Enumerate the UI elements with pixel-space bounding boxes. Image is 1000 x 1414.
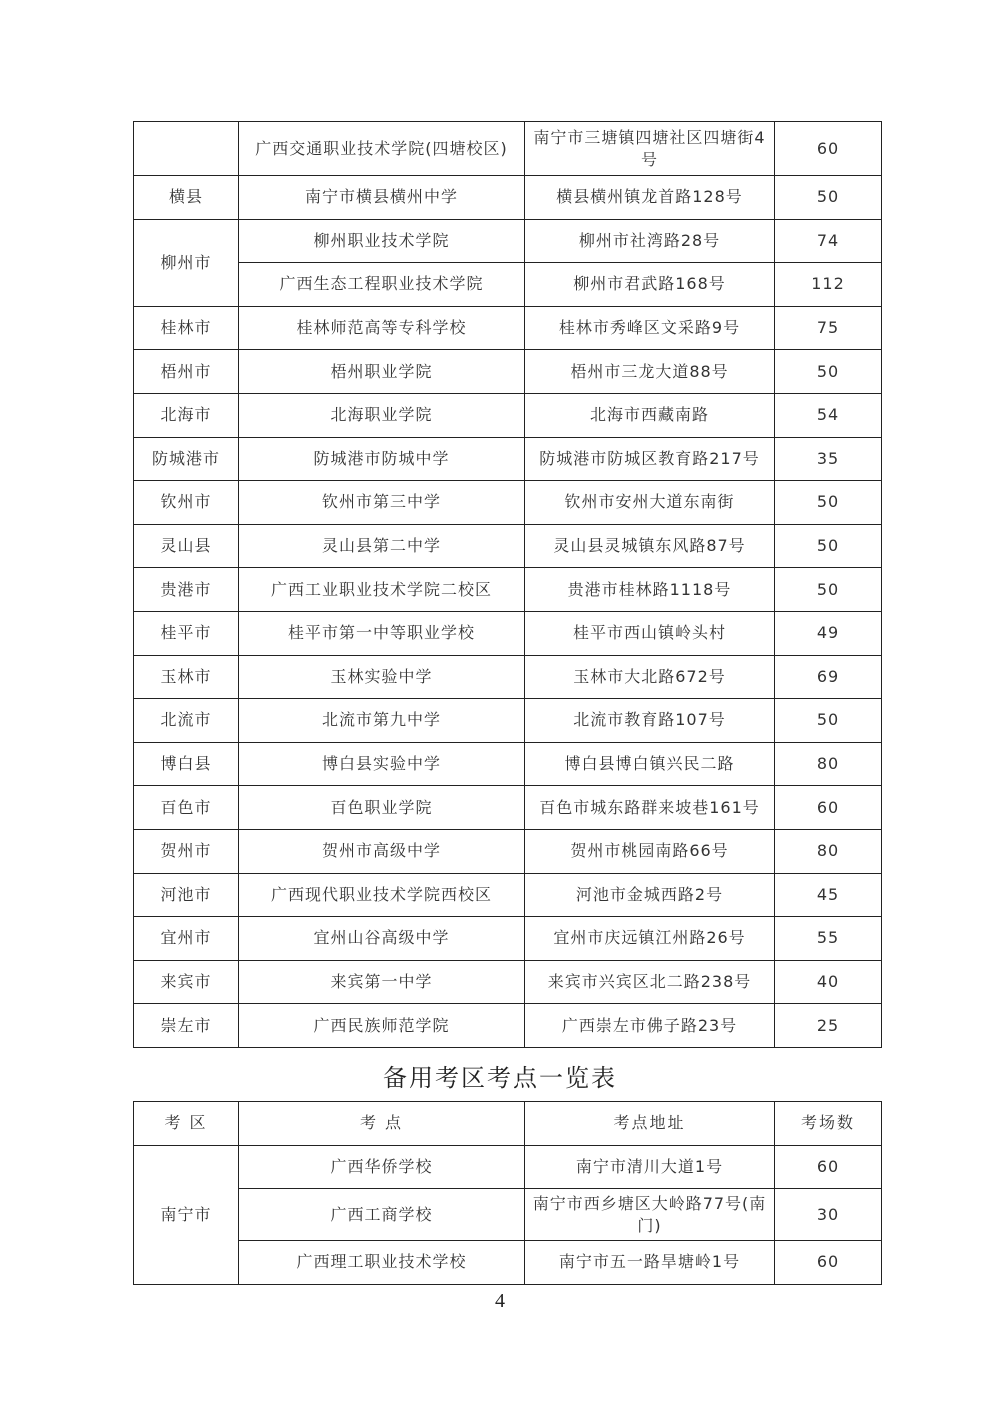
address-cell: 梧州市三龙大道88号 [525,350,775,394]
rooms-cell: 50 [775,350,882,394]
address-cell: 贺州市桃园南路66号 [525,829,775,873]
header-site: 考 点 [239,1102,525,1146]
rooms-cell: 74 [775,219,882,263]
site-cell: 南宁市横县横州中学 [239,176,525,220]
address-cell: 横县横州镇龙首路128号 [525,176,775,220]
page-number: 4 [495,1290,505,1312]
table-row [134,699,882,743]
rooms-cell: 30 [775,1189,882,1241]
site-cell: 百色职业学院 [239,786,525,830]
table-row [134,393,882,437]
rooms-cell: 60 [775,1145,882,1189]
address-cell: 河池市金城西路2号 [525,873,775,917]
district-cell: 崇左市 [134,1004,239,1048]
header-address: 考点地址 [525,1102,775,1146]
table-row [134,350,882,394]
district-cell: 百色市 [134,786,239,830]
address-cell: 钦州市安州大道东南街 [525,481,775,525]
address-cell: 北海市西藏南路 [525,393,775,437]
table-row [134,873,882,917]
site-cell: 广西生态工程职业技术学院 [239,263,525,307]
rooms-cell: 50 [775,176,882,220]
district-cell: 南宁市 [134,1145,239,1284]
address-cell: 防城港市防城区教育路217号 [525,437,775,481]
district-cell: 贵港市 [134,568,239,612]
site-cell: 玉林实验中学 [239,655,525,699]
address-cell: 桂平市西山镇岭头村 [525,611,775,655]
site-cell: 广西理工职业技术学校 [239,1241,525,1285]
table-row [134,742,882,786]
table-row [134,786,882,830]
rooms-cell: 50 [775,699,882,743]
rooms-cell: 25 [775,1004,882,1048]
table-row [134,1189,882,1241]
site-cell: 北海职业学院 [239,393,525,437]
rooms-cell: 54 [775,393,882,437]
site-cell: 广西现代职业技术学院西校区 [239,873,525,917]
table-row [134,524,882,568]
address-cell: 博白县博白镇兴民二路 [525,742,775,786]
district-cell: 梧州市 [134,350,239,394]
district-cell: 桂平市 [134,611,239,655]
rooms-cell: 60 [775,786,882,830]
table-header-row [134,1102,882,1146]
address-cell: 灵山县灵城镇东风路87号 [525,524,775,568]
address-cell: 南宁市五一路旱塘岭1号 [525,1241,775,1285]
table-row [134,481,882,525]
table-row [134,568,882,612]
district-cell: 北流市 [134,699,239,743]
table-row [134,611,882,655]
table-row [134,1145,882,1189]
site-cell: 广西工业职业技术学院二校区 [239,568,525,612]
district-cell: 宜州市 [134,917,239,961]
district-cell: 钦州市 [134,481,239,525]
address-cell: 宜州市庆远镇江州路26号 [525,917,775,961]
rooms-cell: 112 [775,263,882,307]
site-cell: 钦州市第三中学 [239,481,525,525]
site-cell: 博白县实验中学 [239,742,525,786]
address-cell: 桂林市秀峰区文采路9号 [525,306,775,350]
header-district: 考 区 [134,1102,239,1146]
address-cell: 北流市教育路107号 [525,699,775,743]
site-cell: 灵山县第二中学 [239,524,525,568]
address-cell: 来宾市兴宾区北二路238号 [525,960,775,1004]
district-cell: 桂林市 [134,306,239,350]
district-cell: 河池市 [134,873,239,917]
site-cell: 宜州山谷高级中学 [239,917,525,961]
table-row [134,219,882,263]
rooms-cell: 50 [775,481,882,525]
table-row [134,829,882,873]
district-cell: 柳州市 [134,219,239,306]
site-cell: 防城港市防城中学 [239,437,525,481]
rooms-cell: 45 [775,873,882,917]
table-row [134,437,882,481]
district-cell: 横县 [134,176,239,220]
site-cell: 来宾第一中学 [239,960,525,1004]
rooms-cell: 55 [775,917,882,961]
table-row [134,1004,882,1048]
table-row [134,960,882,1004]
site-cell: 广西华侨学校 [239,1145,525,1189]
district-cell [134,122,239,176]
table-row [134,917,882,961]
table-row [134,263,882,307]
address-cell: 广西崇左市佛子路23号 [525,1004,775,1048]
section-title: 备用考区考点一览表 [383,1064,617,1092]
exam-sites-table [133,121,882,1048]
backup-sites-table [133,1101,882,1285]
header-rooms: 考场数 [775,1102,882,1146]
site-cell: 柳州职业技术学院 [239,219,525,263]
table-row [134,122,882,176]
rooms-cell: 80 [775,829,882,873]
district-cell: 博白县 [134,742,239,786]
address-cell: 南宁市清川大道1号 [525,1145,775,1189]
address-cell: 玉林市大北路672号 [525,655,775,699]
rooms-cell: 40 [775,960,882,1004]
site-cell: 北流市第九中学 [239,699,525,743]
district-cell: 北海市 [134,393,239,437]
site-cell: 广西工商学校 [239,1189,525,1241]
rooms-cell: 49 [775,611,882,655]
district-cell: 玉林市 [134,655,239,699]
district-cell: 防城港市 [134,437,239,481]
address-cell: 南宁市西乡塘区大岭路77号(南门) [525,1189,775,1241]
table-row [134,176,882,220]
site-cell: 广西民族师范学院 [239,1004,525,1048]
site-cell: 广西交通职业技术学院(四塘校区) [239,122,525,176]
site-cell: 梧州职业学院 [239,350,525,394]
address-cell: 百色市城东路群来坡巷161号 [525,786,775,830]
rooms-cell: 35 [775,437,882,481]
table-row [134,655,882,699]
rooms-cell: 60 [775,1241,882,1285]
address-cell: 柳州市君武路168号 [525,263,775,307]
address-cell: 柳州市社湾路28号 [525,219,775,263]
district-cell: 贺州市 [134,829,239,873]
site-cell: 贺州市高级中学 [239,829,525,873]
rooms-cell: 50 [775,524,882,568]
rooms-cell: 75 [775,306,882,350]
rooms-cell: 80 [775,742,882,786]
rooms-cell: 69 [775,655,882,699]
address-cell: 贵港市桂林路1118号 [525,568,775,612]
table-row [134,306,882,350]
table-row [134,1241,882,1285]
site-cell: 桂平市第一中等职业学校 [239,611,525,655]
rooms-cell: 60 [775,122,882,176]
site-cell: 桂林师范高等专科学校 [239,306,525,350]
district-cell: 来宾市 [134,960,239,1004]
district-cell: 灵山县 [134,524,239,568]
rooms-cell: 50 [775,568,882,612]
address-cell: 南宁市三塘镇四塘社区四塘街4号 [525,122,775,176]
